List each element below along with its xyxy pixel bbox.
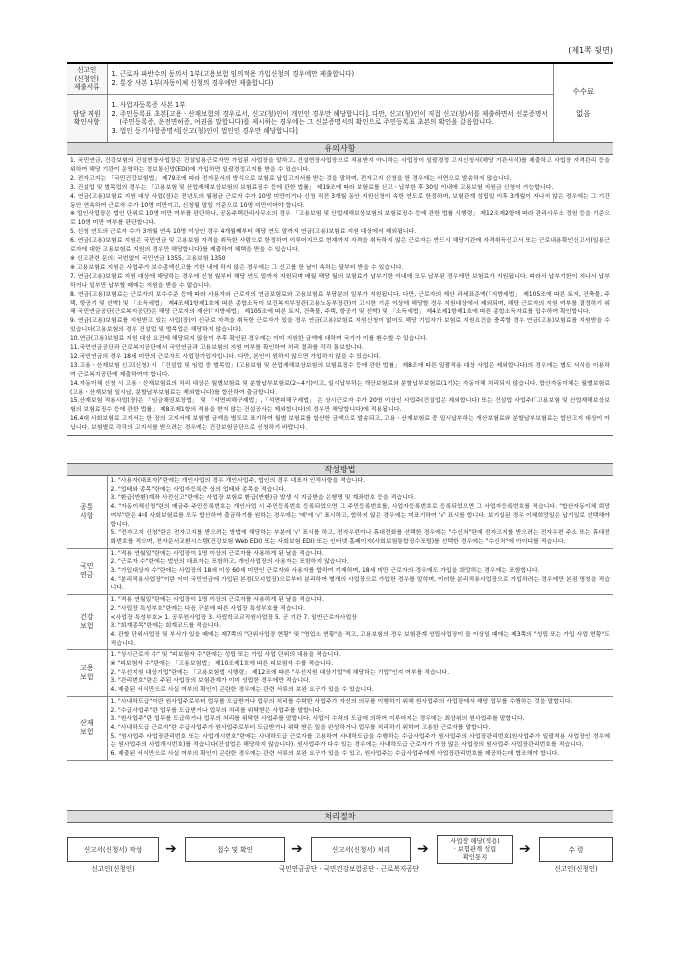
arrow-right-icon: ➔ (519, 841, 531, 857)
note-item: 6. 연금(고용)보험료 지원은 국민연금 및 고용보험 자격을 취득한 사람으로 한정하여 이루어지므로 현재까지 자격을 취득하지 않은 근로자는 반드시 해당기관에 자격취득신고서 또는 근로내용확인신고서(일용근로자에 대한 고용보험료 지원의 경우만 해당합니다)를 제출하여 혜택을 받을 수 있습니다. (70, 237, 610, 254)
process-step-write (67, 837, 159, 862)
method-row (67, 696, 613, 760)
process-flow (67, 823, 613, 883)
method-line: 1. "사내하도급"이란 원사업주로부터 업무를 도급받거나 업무의 처리를 수탁한 사업주가 자신의 의무를 이행하기 위해 원사업주의 사업장에서 해당 업무를 수행하는 것을 말합니다. (110, 697, 573, 705)
note-item: 3. 건설업 및 벌목업의 경우는 「고용보험 및 산업재해보상보험의 보험료징수 등에 관한 법률」 제19조에 따라 보험료를 신고ㆍ납부한 후 30일 이내에 고용보험 지원금 신청이 가능합니다. (70, 183, 554, 191)
note-item: 10.연금(고용)보험료 지원 대상 요건에 해당되지 않음이 추후 확인된 경우에는 이미 지원한 금액에 대하여 국가가 이를 환수할 수 있습니다. (70, 335, 428, 343)
method-label: 건강 보험 (67, 595, 107, 650)
submit-doc-item: 1. 근로자 파반수의 동의서 1부(고용보험 임의적용 가입신청의 경우에만 제출합니다) (111, 70, 355, 79)
method-content (107, 476, 613, 548)
role-agencies: 국민연금공단 · 국민건강보험공단 · 근로복지공단 (279, 865, 419, 873)
required-documents-table (67, 62, 613, 143)
method-line: 4. 관할 단위사업장 및 부서가 있을 때에는 제7쪽의 "단위사업장 현황" 및 "영업소 현황"을 적고, 고용보험의 경우 보험관계 성립사업장이 둘 이상일 때에는 제3쪽의 "성립 또는 가입 사업 현황"도 적습니다. (110, 630, 610, 647)
method-row (67, 650, 613, 697)
method-content (107, 595, 613, 650)
method-line: 5. "전자고지 신청"란은 전자고지를 받으려는 방법에 해당하는 부분에 '√' 표시를 하고, 전자우편이나 휴대전화를 선택한 경우에는 "수신처"란에 전자고지를 받으려는 전자우편 주소 또는 휴대전화번호를 적으며, 전자문서교환시스템(건강보험 Web EDI) 또는 사회보험 EDI) 또는 인터넷 홈페이지(사회보험통합징수포털)를 선택한 경우에는 "수신처"에 아이디를 적습니다. (110, 529, 610, 545)
note-item: 7. 연금(고용)보험료 지원 대상에 해당하는 경우에 신청 월부터 해당 연도 말까지 지원되며 매월 해당 월의 보험료가 납부기한 이내에 모두 납부된 경우에만 보험료가 지원됩니다. 따라서 납부기한이 지나서 납부하거나 일부만 납부할 때에는 지원을 받을 수 없습니다. (70, 272, 610, 289)
method-line: 2. "우선지원 대상기업"란에는 「고용보험법 시행령」 제12조에 따른 "우선지원 대상기업"에 해당하는 기업"인지 여부를 적습니다. (110, 668, 450, 676)
note-item: 14.자동이체 신청 시 고용ㆍ산재보험료의 처리 대상은 월별보험료 및 분할납부보험료(2~4기)이고, 일시납부하는 개산보험료와 분할납부보험료(1기)는 자동이체 처리되지 않습니다. 합산자동이체는 월별보험료(고용ㆍ산재보험 일시납, 분할납부보험료는 제외합니다)를 합산하여 출금합니다. (70, 379, 610, 396)
verify-label (67, 94, 107, 142)
process-step-process (311, 837, 411, 862)
fee-value: 없음 (576, 108, 591, 118)
method-line: 3. "관리번호"란은 주된 사업장의 보험관계가 이미 성립한 경우에만 적습니다. (110, 677, 311, 685)
verify-label-text: 담당 직원 확인사항 (72, 109, 101, 127)
method-content (107, 650, 613, 697)
method-content (107, 548, 613, 595)
fee-label: 수수료 (572, 87, 595, 97)
fee-cell (553, 63, 613, 142)
note-item: 11.국민연금공단과 근로복지공단에서 국민연금과 고용보험의 지원 여부를 확인하여 처리 결과를 각각 통보합니다. (70, 344, 365, 352)
note-item: 15.산재보험 적용사업(장)은 「임금채권보장법」 및 「석면피해구제법」,「석면피해구제법」 은 상시근로자 수가 20명 이상인 사업주(건설업은 제외합니다) 또는 건설업 사업주(「고용보험 및 산업재해보상보험의 보험료징수 등에 관한 법률」 제8조제1항의 적용을 받지 않는 건설공사는 제외합니다)의 경우만 해당합니다)에 적용됩니다. (70, 397, 610, 414)
method-row (67, 476, 613, 548)
method-label: 공통 사항 (67, 476, 107, 548)
method-label: 고용 보험 (67, 650, 107, 697)
note-item: 1. 국민연금, 건강보험의 건설현장사업장은 건설일용근로자만 가입된 사업장을 말하고, 건설현장사업장으로 적용받지 아니하는 사업장이 일괄경정 고지신청서(해당 기관서식)를 제출하고 사업장 자격관리 등을 위하여 해당 기관이 운영하는 정보통신망(EDI)에 가입하면 일괄경정고지를 받을 수 있습니다. (70, 157, 610, 173)
process-step-label: 사업장 해당(적용) · 보험관계 성립 확인통지 (450, 837, 500, 861)
method-section-title: 작성방법 (67, 463, 613, 476)
method-label: 산재 보험 (67, 696, 107, 760)
method-line: 2. "근로자 수"란에는 법인의 대표자는 포함하고, 개인사업장의 사용자는 포함하지 않습니다. (110, 558, 349, 566)
method-line: 1. "적용 연월일"란에는 사업장이 1명 이상의 근로자를 사용하게 된 날을 적습니다. (110, 549, 324, 557)
process-section-title: 처리절차 (67, 810, 613, 823)
note-item: 16.4대 사회보험료 고지서는 한 장의 고지서에 보험별 금액을 별도로 표기하여 월별 보험료를 합산한 금액으로 발송되고, 고용ㆍ산재보험료 중 일시납부하는 개산보험료와 분할납부보험료는 합산고지 대상이 아닙니다. 보험별로 각각의 고지서를 받으려는 경우에는 건강보험공단으로 신청하기 바랍니다. (70, 415, 610, 432)
method-line: 4. 제출된 서식만으로 사실 여부의 확인이 곤란한 경우에는 관련 서류의 보완 요구가 있을 수 있습니다. (110, 686, 374, 694)
role-applicant: 신고인(신청인) (91, 865, 135, 873)
verify-list (107, 94, 553, 142)
method-line: 3. "가입대상자 수"란에는 사업장의 18세 이상 60세 미만인 근로자와 사용자를 합하여 기재하며, 18세 미만 근로자의 경우에도 가입을 희망하는 경우에는 포함합니다. (110, 567, 540, 575)
submit-doc-item: 2. 통장 사본 1부(자동이체 신청의 경우에만 제출합니다) (111, 78, 274, 87)
method-line: ※ "피보험자 수"란에는 「고용보험법」 제10조제1호에 따른 피보험자 수를 적습니다. (110, 660, 334, 668)
submit-docs-label-text: 신고인 (신청인) 제출서류 (74, 66, 100, 92)
method-line: 3. "환급(반환)계좌 사전신고"란에는 사업장 보험료 환급(반환)금 발생 시 지급받을 은행명 및 계좌번호 등을 적습니다. (110, 494, 416, 502)
note-item: 8. 연금(고용)보험료는 근로자의 보수수준 등에 따라 사용자와 근로자의 연금보험료와 고용보험료 부담분의 일부가 지원됩니다. 다만, 근로자의 재산 과세표준액(「지방세법」 제105조에 따른 토지, 건축물, 주택, 항공기 및 선박) 및 「소득세법」 제4조제1항제1호에 따른 종합소득이 보건복지부장관(고용노동부장관)이 고시한 기준 이상에 해당할 경우 지원대상에서 제외되며, 해당 근로자의 지원 여부를 결정하기 위해 국민연금공단(근로복지공단)은 해당 근로자의 재산(「지방세법」 제105조에 따른 토지, 건축물, 주택, 항공기 및 선박) 및 「소득세법」 제4조제1항제1호에 따른 종합소득자료를 입수하여 확인합니다. (70, 290, 610, 316)
note-item: ※ 신고관련 문의: 국번없이 국민연금 1355, 고용보험 1350 (70, 254, 226, 262)
method-content (107, 696, 613, 760)
method-line: 2. "수급사업주"란 업무를 도급받거나 업무의 처리를 위탁받은 사업주를 말합니다. (110, 706, 323, 714)
note-item: 12.국민연금의 경우 18세 미만의 근로자도 사업장가입자입니다. 다만, 본인이 원하지 않으면 가입하지 않을 수 있습니다. (70, 352, 382, 360)
method-line: 2. "사업장 특성부호"란에는 다음 구분에 따른 사업장 특성부호를 적습니다. (110, 604, 305, 612)
method-line: 2. "업태와 종목"란에는 사업자등록증 상의 업태와 종목을 적습니다. (110, 485, 286, 493)
note-item: 13.고용ㆍ산재보험 신고(신청) 시 「건설업 및 임업 중 벌목업」(고용보험 및 산업재해보상보험의 보험료징수 등에 관한 법률」 제8조에 따른 일괄적용 대상 사업은 제외합니다)의 경우에는 별도 서식을 이용하여 근로복지공단에 제출하여야 합니다. (70, 361, 610, 378)
method-line: 3. "원사업주"란 업무를 도급하거나 업무의 처리를 위탁한 사업주를 말합니다. 사업이 수차의 도급에 의하여 이루어지는 경우에는 최상위의 원사업주를 말합니다. (110, 715, 525, 723)
method-row (67, 548, 613, 595)
form-page (67, 0, 613, 962)
note-item: ※ 업인사업장은 법인 단위로 10명 미만 여부를 판단하나, 공동주택관리사무소의 경우 「고용보험 및 산업재해보상보험의 보험료징수 등에 관한 법률 시행령」 제12조제2항에 따라 관리사무소 정원 등을 기준으로 10명 미만 여부를 판단합니다. (70, 210, 610, 227)
method-line: 1. "적용 연월일"란에는 사업장이 1명 이상의 근로자를 사용하게 된 날을 적습니다. (110, 596, 324, 604)
process-step-label: 접수 및 확인 (216, 845, 254, 854)
note-item: ※ 고용보험료 지원은 사업주가 보수총액신고를 기한 내에 하지 않은 경우에는 그 신고를 한 날이 속하는 달부터 받을 수 있습니다. (70, 263, 404, 271)
writing-method-table (67, 476, 613, 761)
page-side-note: (제1쪽 뒷면) (568, 46, 613, 55)
method-line: 1. "상시근로자 수" 및 "피보험자 수"란에는 성립 또는 가입 사업 단위의 내용을 적습니다. (110, 651, 341, 659)
process-step-receipt (539, 837, 613, 862)
method-line: <사업장 특성부호> 1. 공무원사업장 3. 사립학교교직원사업장 5. 군 기관 7. 일반근로자사업장 (110, 613, 357, 621)
method-line: 4. "사내하도급 근로자"란 수급사업주가 원사업주로부터 도급받거나 위탁 받은 일을 완성하거나 업무를 처리하기 위하여 고용한 근로자를 말합니다. (110, 723, 491, 731)
method-line: 5. "원사업주 사업장관리번호 또는 사업개시번호"란에는 사내하도급 근로자를 고용하여 사내하도급을 수행하는 수급사업주가 원사업주의 사업장관리번호(원사업주가 일괄적용 사업장인 경우에는 원사업주의 사업개시번호)를 적습니다(건설업은 해당하지 않습니다). 원사업주가 다수 있는 경우에는 사내하도급 근로자가 가장 많은 사업장의 원사업주 사업장관리번호를 적습니다. (110, 732, 610, 749)
process-step-label: 신고서(신청서) 작성 (83, 845, 143, 854)
process-step-label: 수 령 (568, 845, 584, 854)
note-item: 2. 전자고지는 「국민건강보험법」 제79조에 따라 전자문서의 방식으로 보험료 납입고지서를 받는 것을 말하며, 전자고지 신청을 한 경우에는 서면으로 발송하지 않습니다. (70, 174, 512, 182)
arrow-right-icon: ➔ (417, 841, 429, 857)
method-line: 4. "자동이체신청"란의 예금주 주민등록번호는 개인사업 시 주민등록번호 등록되었으면 그 주민등록번호를, 사업자등록번호로 등록되었으면 그 사업자등록번호를 적습니다. "합산자동이체 희망여부"란은 4대 사회보험료를 모두 합산하여 출금하기를 원하는 경우에는 '예'에 '√' 표시하고, 합하지 않은 경우에는 미표기하여 '√' 표시를 합니다. 보기실된 경우 이체희망일은 납기일로 선택해야 합니다. (110, 503, 610, 528)
process-step-label: 신고서(신청서) 처리 (331, 845, 391, 854)
method-line: 4. "분리적용사업장"이란 이미 국민연금에 가입된 본점(모사업장)으로부터 분리하여 별개의 사업장으로 가입한 경우를 말하며, 이러한 분리적용사업장으로 가입하려는 경우에만 본점 명칭을 적습니다. (110, 575, 610, 592)
submit-docs-label (67, 63, 107, 94)
method-line: 1. "사용자(대표자)"란에는 개인사업의 경우 개인사업주, 법인의 경우 대표자 인적사항을 적습니다. (110, 477, 365, 484)
notes-list (67, 155, 613, 436)
process-step-notify (437, 835, 513, 864)
process-step-receive (185, 837, 285, 862)
arrow-right-icon: ➔ (165, 841, 177, 857)
role-applicant-receipt: 신고인(신청인) (554, 865, 598, 873)
notes-section-title: 유의사항 (67, 142, 613, 155)
method-row (67, 595, 613, 650)
note-item: 9. 연금(고용)보험료를 지원받고 있는 사업(장)이 신규로 자격을 취득한 근로자가 있을 경우 연금(고용)보험료 지원신청이 없어도 해당 기입자가 보험료 지원요건을 충족할 경우 연금(고용)보험료를 지원받을 수 있습니다(고용보험의 경우 건설업 및 벌목업은 해당하지 않습니다). (70, 317, 610, 334)
method-label: 국민 연금 (67, 548, 107, 595)
note-item: 5. 신청 연도의 근로자 수가 3개월 연속 10명 이상인 경우 4개월째부터 해당 연도 말까지 연금(고용)보험료 지원 대상에서 제외됩니다. (70, 228, 417, 236)
method-line: 6. 제출된 서식만으로 사실 여부의 확인이 곤란한 경우에는 관련 서류의 보완 요구가 있을 수 있고, 원사업주는 수급사업주에게 사업장관리번호를 제공하는데 협조해야 합니다. (110, 750, 560, 758)
verify-item: 2. 주민등록표 초본[고용ㆍ산재보험의 경우로서, 신고(청)인이 개인인 경우만 해당합니다]. 다만, 신고(청)인이 직접 신고(청)서를 제출하면서 신분증명서(주민등록증, 운전면허증, 여권을 말합니다)를 제시하는 경우에는 그 신분증명서의 확인으로 주민등록표 초본의 확인을 갈음합니다. (111, 109, 548, 127)
arrow-right-icon: ➔ (291, 841, 303, 857)
method-line: 3. "회계종목"란에는 회계코드를 적습니다. (110, 622, 221, 630)
verify-item: 3. 법인 등기사항증명서[신고(청)인이 법인인 경우만 해당합니다] (111, 126, 298, 135)
submit-docs-list (107, 63, 553, 94)
note-item: 4. 연금(고용)보험료 지원 대상 사업(장)은 전년도의 월평균 근로자 수가 10명 미만이거나 신청 직전 3개월 동안 지원신청이 속한 연도로 한정하며, 보험관계 성립일 이후 3개월이 지나지 않은 경우에는 그 기간 동안 연속하여 근로자 수가 10명 미만이고, 신청월 말일 기준으로 10명 미만이어야 합니다. (70, 192, 610, 209)
verify-item: 1. 사업자등록증 사본 1부 (111, 101, 186, 110)
